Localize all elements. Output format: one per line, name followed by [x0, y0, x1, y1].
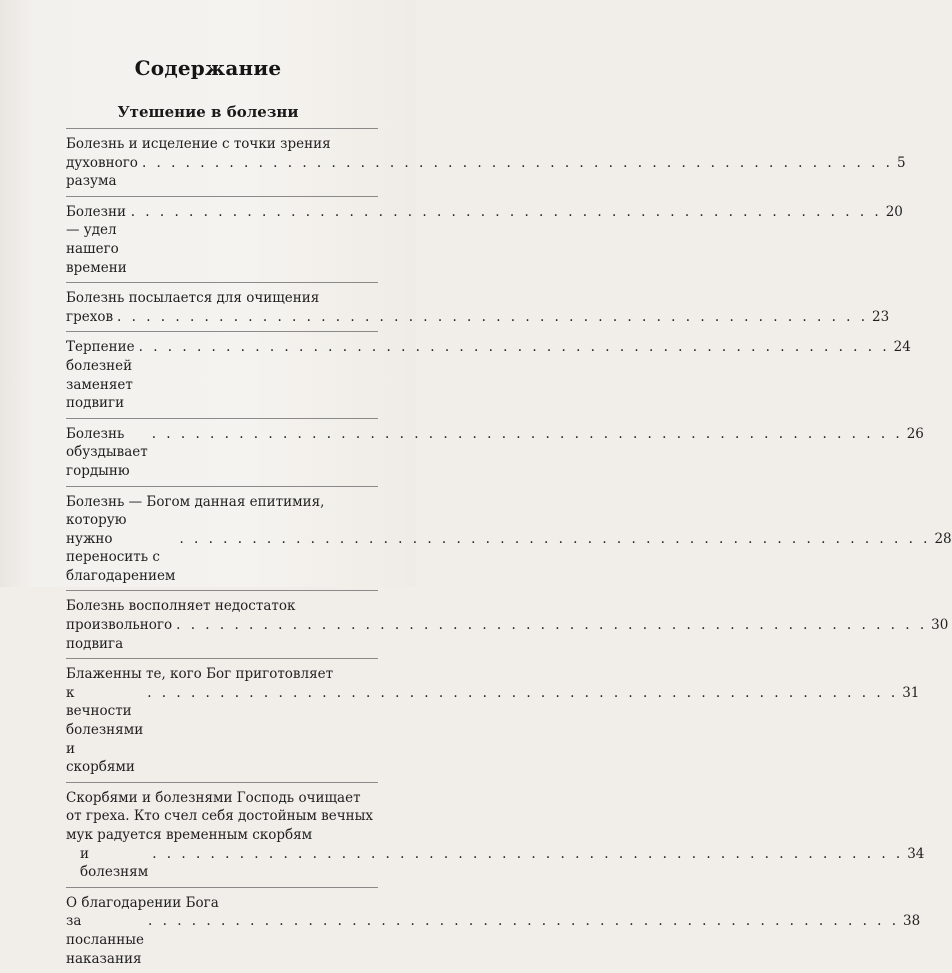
dot-leader	[147, 684, 898, 703]
dot-leader	[152, 425, 903, 444]
toc-entry-last-line	[66, 684, 920, 777]
toc-entry-last-line	[66, 338, 911, 412]
toc-entry-title-line: Болезни — удел нашего времени	[66, 203, 127, 276]
toc-entry-title-line: Терпение болезней заменяет подвиги	[66, 339, 135, 412]
toc-entry-title-line: духовного разума	[66, 154, 138, 190]
dot-leader	[152, 845, 903, 864]
toc-entry-title-line: произвольного подвига	[66, 617, 173, 652]
toc-entry-last-line	[66, 845, 925, 882]
toc-entry-title-line: Болезнь — Богом данная епитимия, которую	[66, 493, 325, 529]
toc-entry-title-line: О благодарении Бога	[66, 894, 219, 911]
toc-entry-last-line	[66, 616, 949, 653]
toc-page-number: 28	[934, 530, 952, 547]
toc-entry-title-line: Болезнь восполняет недостаток	[66, 598, 296, 615]
toc-page-number: 5	[896, 154, 906, 171]
toc-entry[interactable]	[66, 658, 920, 782]
page-title: Содержание	[134, 56, 282, 80]
toc-entry-last-line	[66, 530, 952, 586]
toc-entry-title-line: Скорбями и болезнями Господь очищает	[66, 789, 361, 806]
toc-entry-last-line	[66, 203, 903, 277]
toc-entry-title-line: Болезнь обуздывает гордыню	[66, 425, 148, 479]
dot-leader	[176, 616, 927, 635]
toc-entry[interactable]	[66, 331, 911, 417]
toc-page-number: 31	[902, 684, 920, 701]
dot-leader	[139, 338, 890, 357]
toc-entry[interactable]	[66, 128, 906, 196]
toc-page-number: 20	[885, 203, 903, 220]
toc-entry-last-line	[66, 154, 906, 191]
toc-entry-last-line	[66, 308, 890, 327]
toc-entry-title-line: грехов	[66, 308, 114, 325]
toc-entry-title-line: нужно переносить с благодарением	[66, 530, 176, 584]
toc-entry[interactable]	[66, 887, 921, 973]
table-of-contents	[66, 128, 952, 973]
toc-entry[interactable]	[66, 282, 890, 331]
toc-page-number: 38	[903, 913, 921, 930]
toc-page-number: 23	[872, 308, 890, 325]
toc-entry-last-line	[66, 425, 924, 481]
toc-entry-title-line: за посланные наказания	[66, 913, 145, 967]
dot-leader	[131, 203, 882, 222]
toc-entry-title-line: Блаженны те, кого Бог приготовляет	[66, 666, 334, 683]
toc-entry-title-line: от греха. Кто счел себя достойным вечных	[66, 808, 373, 825]
section-heading: Утешение в болезни	[117, 103, 299, 121]
toc-entry-title-line: мук радуется временным скорбям	[66, 827, 313, 843]
toc-page-number: 26	[906, 425, 924, 442]
toc-entry-title-line: к вечности болезнями и скорбями	[66, 684, 144, 776]
dot-leader	[117, 308, 868, 327]
toc-entry[interactable]	[66, 196, 903, 282]
dot-leader	[142, 154, 893, 173]
toc-entry-title-line: и болезням	[80, 845, 149, 881]
toc-entry[interactable]	[66, 782, 925, 887]
toc-page-number: 34	[907, 845, 925, 862]
toc-page-number: 30	[931, 617, 949, 634]
toc-entry[interactable]	[66, 418, 924, 486]
toc-entry-title-line: Болезнь посылается для очищения	[66, 290, 320, 307]
dot-leader	[148, 912, 899, 931]
toc-page-number: 24	[893, 339, 911, 356]
toc-entry-last-line	[66, 912, 921, 968]
toc-entry[interactable]	[66, 590, 949, 658]
toc-entry-title-line: Болезнь и исцеление с точки зрения	[66, 136, 331, 152]
toc-entry[interactable]	[66, 486, 952, 591]
dot-leader	[179, 530, 930, 549]
